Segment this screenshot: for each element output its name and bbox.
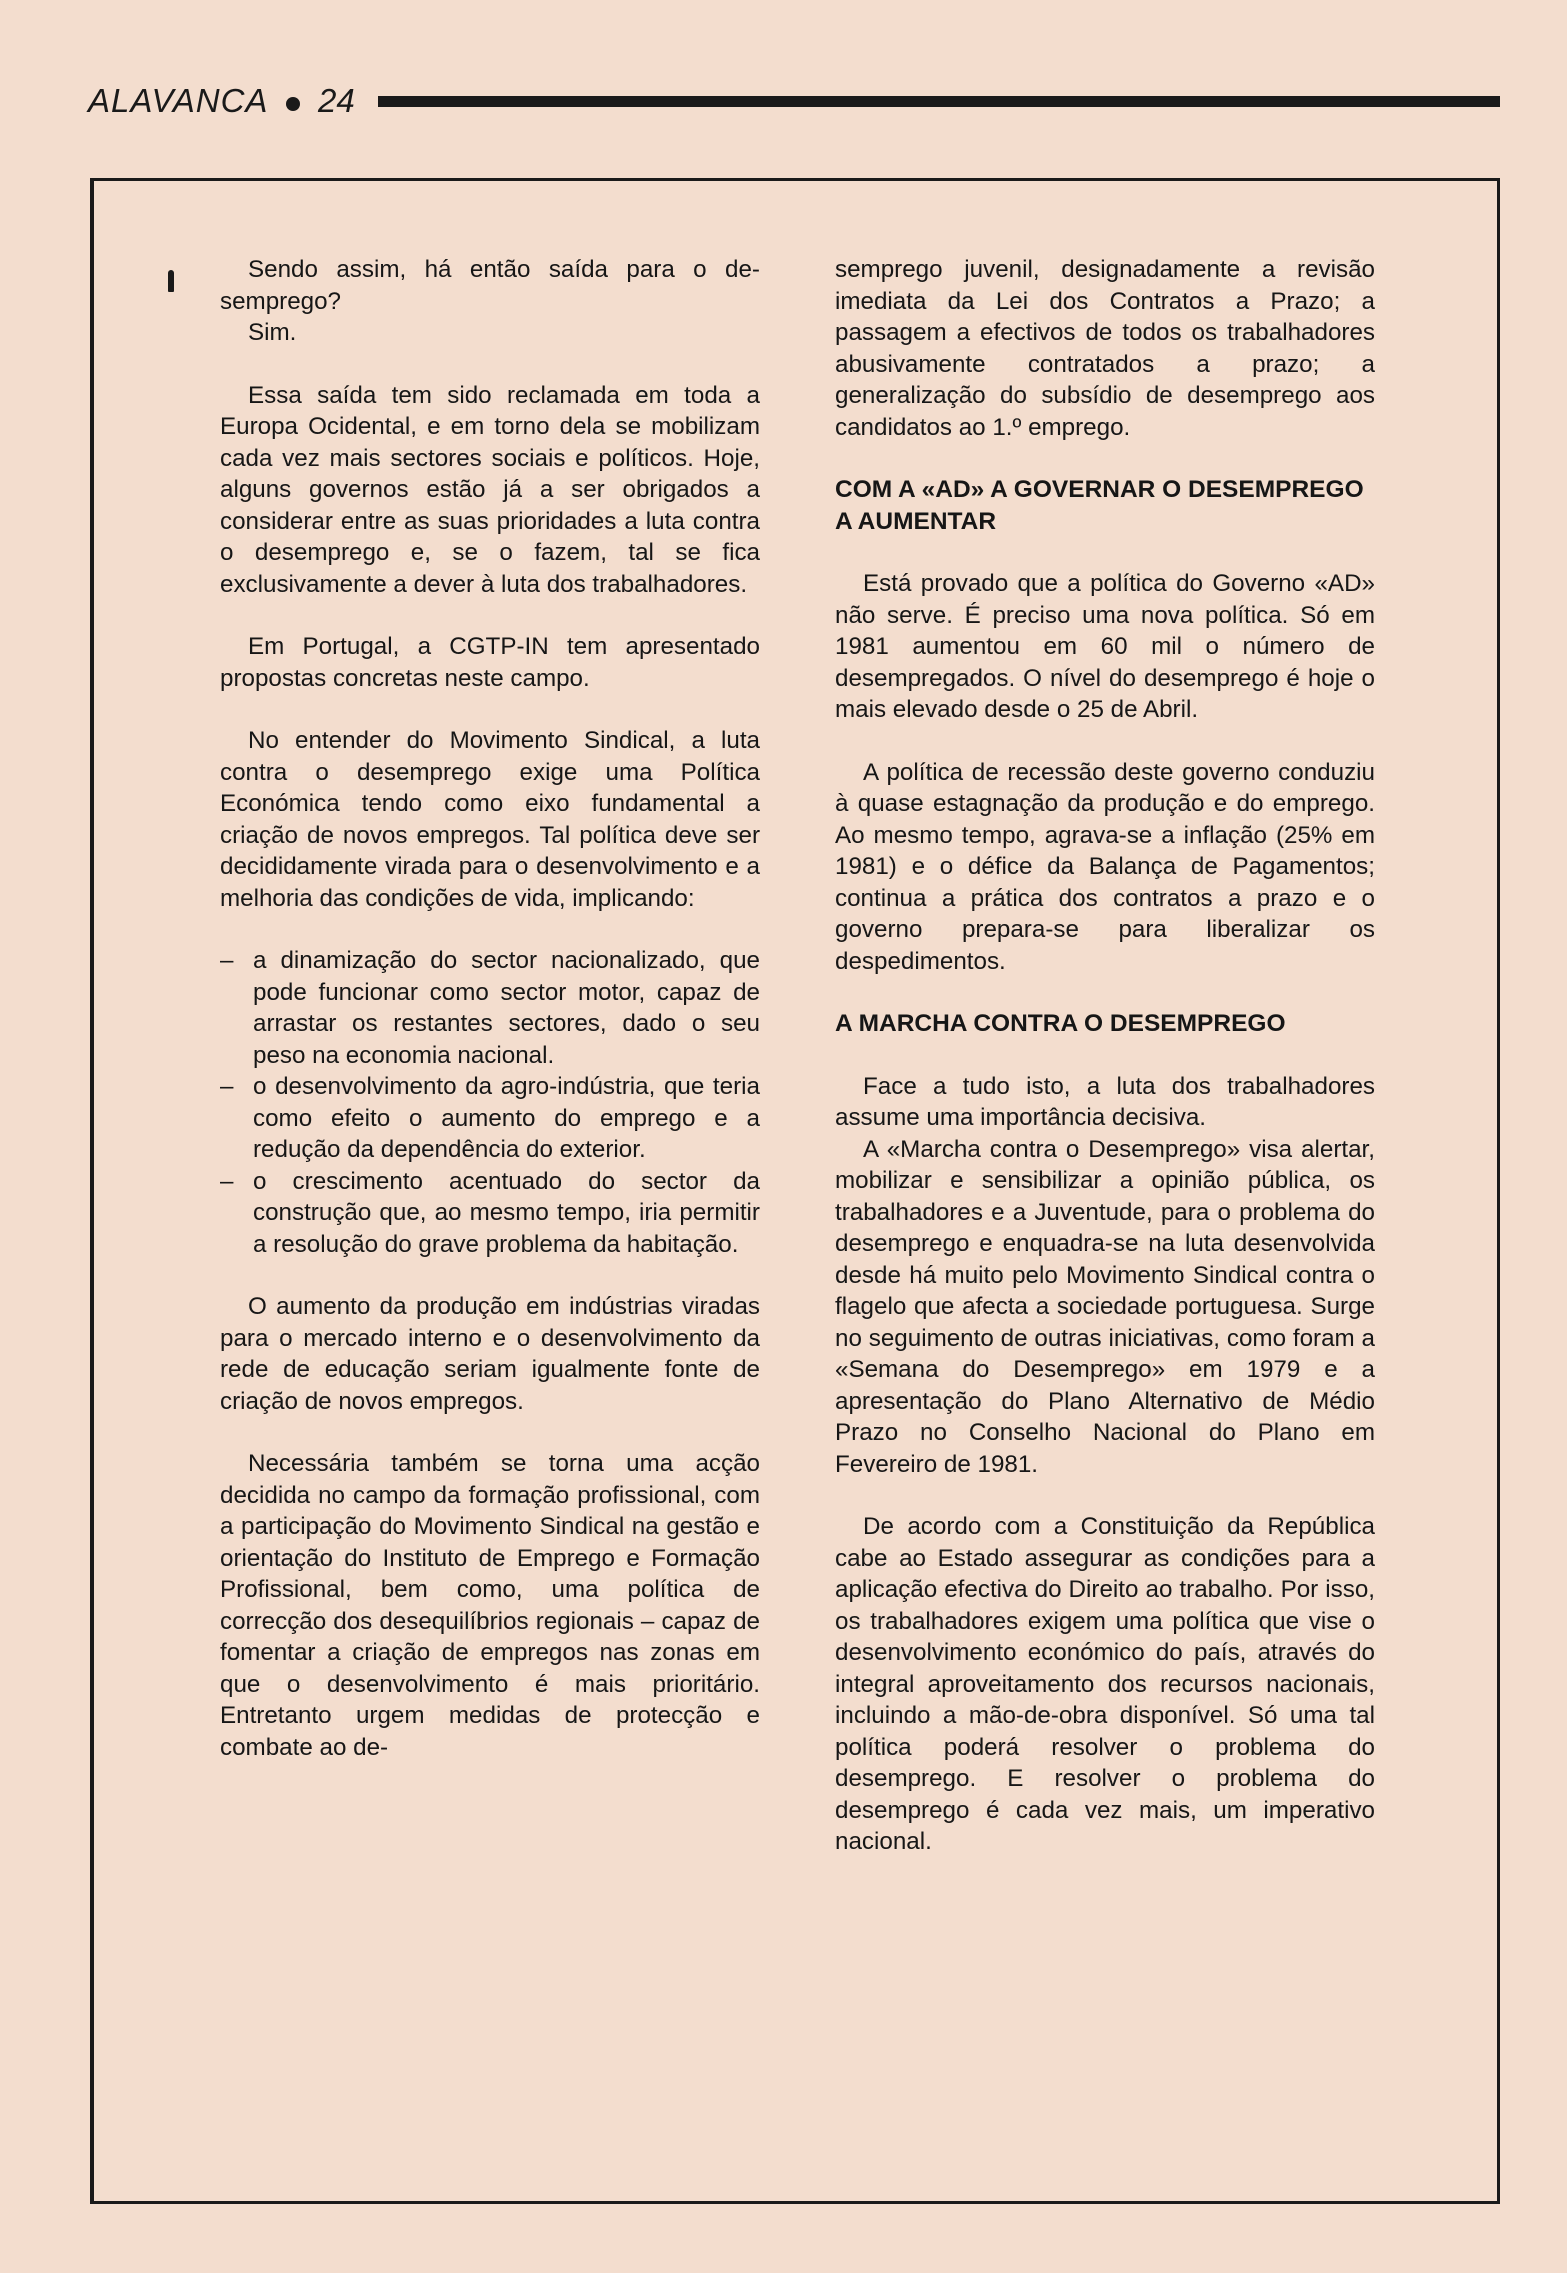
publication-name: ALAVANCA xyxy=(88,82,269,119)
list-item: – a dinamização do sector nacionalizado, que pode funcionar como sector motor, capaz de arrastar os restantes sectores, dado o seu peso na economia nacional. xyxy=(220,947,760,1069)
bullet-separator xyxy=(286,97,300,111)
paragraph: A política de recessão deste governo conduziu à quase estagnação da produção e do emprego. Ao mesmo tempo, agrava-se a inflação (25% em 1981) e o défice da Balança de Pagamentos; continua a prática dos contratos a prazo e o governo prepara-se para liberalizar os despedimentos. xyxy=(835,758,1375,975)
question-paragraph: Sendo assim, há então saída para o de-semprego? xyxy=(220,256,760,315)
paragraph: O aumento da produção em indústrias viradas para o mercado interno e o desenvolvimento da rede de educação seriam igualmente fonte de criação de novos empregos. xyxy=(220,1293,760,1415)
page-number: 24 xyxy=(318,82,355,119)
right-column xyxy=(835,254,1375,1889)
paragraph: De acordo com a Constituição da República cabe ao Estado assegurar as condições para a aplicação efectiva do Direito ao trabalho. Por isso, os trabalhadores exigem uma política que vise o desenvolvimento económico do país, através do integral aproveitamento dos recursos nacionais, incluindo a mão-de-obra disponível. Só uma tal política poderá resolver o problema do desemprego. E resolver o problema do desemprego é cada vez mais, um imperativo nacional. xyxy=(835,1513,1375,1855)
paragraph: semprego juvenil, designadamente a revisão imediata da Lei dos Contratos a Prazo; a passagem a efectivos de todos os trabalhadores abusivamente contratados a prazo; a generalização do subsídio de desemprego aos candidatos ao 1.º emprego. xyxy=(835,256,1375,441)
left-column xyxy=(220,254,760,1794)
paragraph: Face a tudo isto, a luta dos trabalhadores assume uma importância decisiva. xyxy=(835,1072,1375,1131)
list-item: – o crescimento acentuado do sector da construção que, ao mesmo tempo, iria permitir a resolução do grave problema da habitação. xyxy=(220,1167,760,1258)
list-item: – o desenvolvimento da agro-indústria, que teria como efeito o aumento do emprego e a redução da dependência do exterior. xyxy=(220,1073,760,1163)
paragraph: Está provado que a política do Governo «AD» não serve. É preciso uma nova política. Só em 1981 aumentou em 60 mil o número de desempregados. O nível do desemprego é hoje o mais elevado desde o 25 de Abril. xyxy=(835,570,1375,723)
answer-paragraph: Sim. xyxy=(248,319,297,346)
header-rule xyxy=(378,96,1500,107)
section-heading: COM A «AD» A GOVERNAR O DESEMPREGO A AUMENTAR xyxy=(835,476,1364,535)
section-heading: A MARCHA CONTRA O DESEMPREGO xyxy=(835,1010,1286,1037)
paragraph: Necessária também se torna uma acção decidida no campo da formação profissional, com a participação do Movimento Sindical na gestão e orientação do Instituto de Emprego e Formação Profissional, bem como, uma política de correcção dos desequilíbrios regionais – capaz de fomentar a criação de empregos nas zonas em que o desenvolvimento é mais prioritário. Entretanto urgem medidas de protecção e combate ao de- xyxy=(220,1450,760,1761)
page-header xyxy=(88,82,1500,132)
paragraph: A «Marcha contra o Desemprego» visa alertar, mobilizar e sensibilizar a opinião pública, os trabalhadores e a Juventude, para o problema do desemprego e enquadra-se na luta desenvolvida desde há muito pelo Movimento Sindical contra o flagelo que afecta a sociedade portuguesa. Surge no seguimento de outras iniciativas, como foram a «Semana do Desemprego» em 1979 e a apresentação do Plano Alternativo de Médio Prazo no Conselho Nacional do Plano em Fevereiro de 1981. xyxy=(835,1135,1375,1478)
paragraph: Em Portugal, a CGTP-IN tem apresentado propostas concretas neste campo. xyxy=(220,633,760,692)
column-marker xyxy=(168,270,174,292)
paragraph: No entender do Movimento Sindical, a luta contra o desemprego exige uma Política Económica tendo como eixo fundamental a criação de novos empregos. Tal política deve ser decididamente virada para o desenvolvimento e a melhoria das condições de vida, implicando: xyxy=(220,727,760,912)
paragraph: Essa saída tem sido reclamada em toda a Europa Ocidental, e em torno dela se mobilizam cada vez mais sectores sociais e políticos. Hoje, alguns governos estão já a ser obrigados a considerar entre as suas prioridades a luta contra o desemprego e, se o fazem, tal se fica exclusivamente a dever à luta dos trabalhadores. xyxy=(220,381,760,598)
proposal-list xyxy=(220,945,760,1260)
